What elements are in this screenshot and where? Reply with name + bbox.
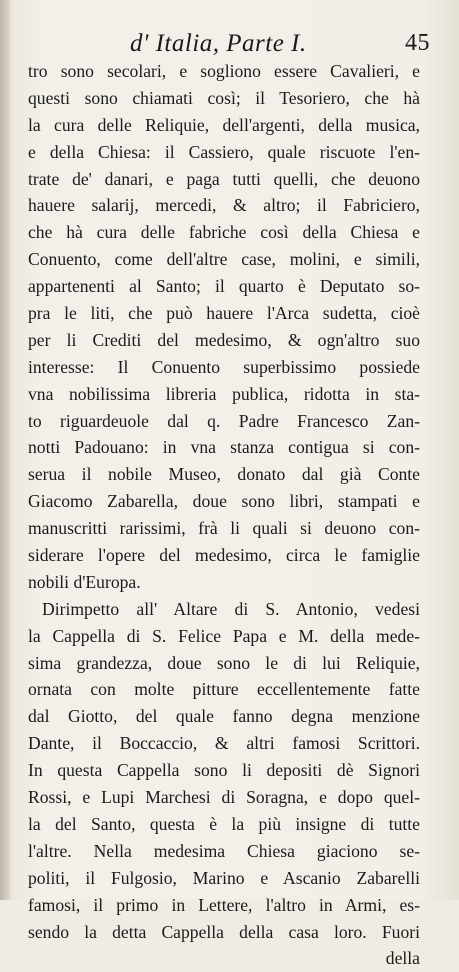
text-line: sendo la detta Cappella della casa loro. Fuori: [28, 921, 420, 942]
text-line: famosi, il primo in Lettere, l'altro in Armi, es-: [28, 894, 420, 915]
text-line: vna nobilissima libreria publica, ridotta in sta-: [28, 383, 420, 404]
text-line: Rossi, e Lupi Marchesi di Soragna, e dopo quel-: [28, 787, 420, 808]
text-line: questi sono chiamati così; il Tesoriero, che hà: [28, 87, 420, 108]
text-line: politi, il Fulgosio, Marino e Ascanio Zabarelli: [28, 867, 420, 888]
text-line: Giacomo Zabarella, doue sono libri, stampati e: [28, 491, 420, 512]
text-line: Conuento, come dell'altre case, molini, e simili,: [28, 249, 420, 270]
text-line: ornata con molte pitture eccellentemente fatte: [28, 679, 420, 700]
page-gutter: [0, 0, 10, 900]
text-line: appartenenti al Santo; il quarto è Deputato so-: [28, 276, 420, 297]
text-line: Dante, il Boccaccio, & altri famosi Scrittori.: [28, 733, 420, 754]
body-text: [28, 58, 420, 972]
text-line: Dirimpetto all' Altare di S. Antonio, vedesi: [42, 598, 420, 619]
text-line: hauere salarij, mercedi, & altro; il Fabriciero,: [28, 195, 420, 216]
text-line: serua il nobile Museo, donato dal già Conte: [28, 464, 420, 485]
text-line: l'altre. Nella medesima Chiesa giaciono se-: [28, 840, 420, 861]
text-line: e della Chiesa: il Cassiero, quale riscuote l'en-: [28, 141, 420, 162]
page-number: 45: [405, 30, 430, 56]
text-line: sima grandezza, doue sono le di lui Reliquie,: [28, 652, 420, 673]
text-line: tro sono secolari, e sogliono essere Cavalieri, e: [28, 61, 420, 81]
text-line: la Cappella di S. Felice Papa e M. della mede-: [28, 625, 420, 646]
text-line: la del Santo, questa è la più insigne di tutte: [28, 813, 420, 834]
page-header: [130, 30, 430, 60]
running-head: d' Italia, Parte I.: [130, 30, 307, 57]
text-line: In questa Cappella sono li depositi dè Signori: [28, 760, 420, 781]
text-line: pra le liti, che può hauere l'Arca sudetta, cioè: [28, 303, 420, 324]
text-line: la cura delle Reliquie, dell'argenti, della musica,: [28, 114, 420, 135]
text-line: interesse: Il Conuento superbissimo possiede: [28, 356, 420, 377]
text-line: to riguardeuole dal q. Padre Francesco Zan-: [28, 410, 420, 431]
text-line: nobili d'Europa.: [28, 571, 141, 592]
text-line: per li Crediti del medesimo, & ogn'altro suo: [28, 329, 420, 350]
catchword: della: [385, 948, 420, 969]
text-line: notti Padouano: in vna stanza contigua si con-: [28, 437, 420, 458]
text-line: siderare l'opere del medesimo, circa le famiglie: [28, 545, 420, 566]
text-line: che hà cura delle fabriche così della Chiesa e: [28, 222, 420, 243]
text-line: dal Giotto, del quale fanno degna menzione: [28, 706, 420, 727]
text-line: manuscritti rarissimi, frà li quali si deuono con-: [28, 518, 420, 539]
text-line: trate de' danari, e paga tutti quelli, che deuono: [28, 168, 420, 189]
